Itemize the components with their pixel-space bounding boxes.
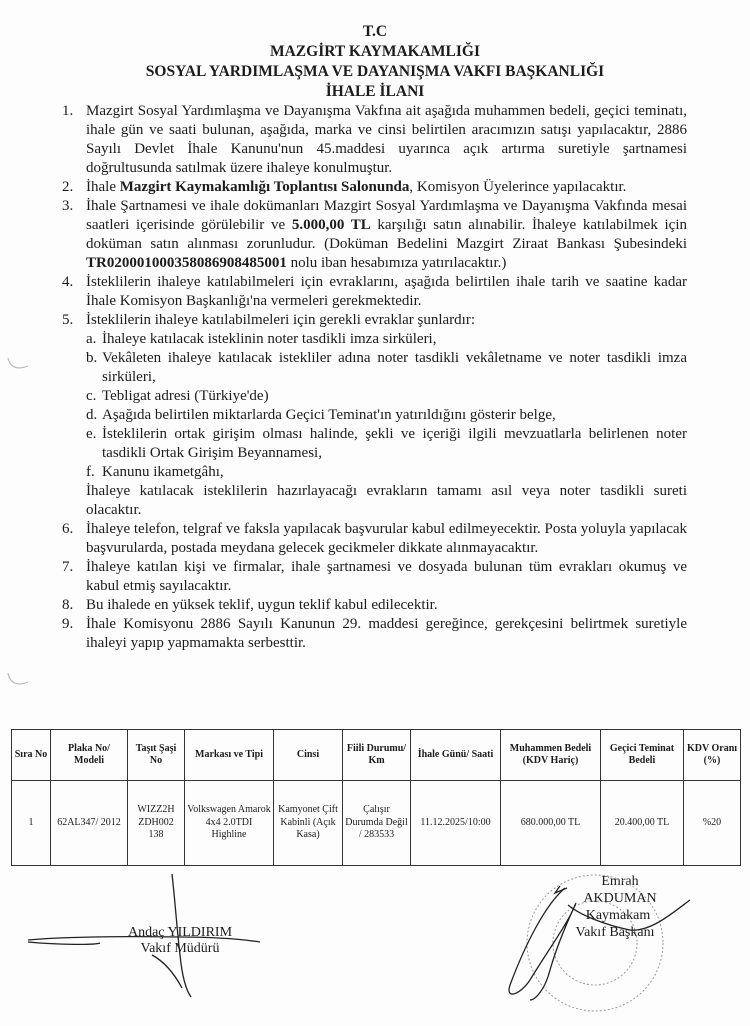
sub-item-letter: a.	[86, 331, 97, 347]
sub-item-text: Aşağıda belirtilen miktarlarda Geçici Teminat'ın yatırıldığını gösterir belge,	[102, 407, 556, 423]
signature-block-left	[100, 925, 260, 957]
text-fragment: , Komisyon Üyelerince yapılacaktır.	[409, 179, 627, 195]
sub-item-a	[62, 330, 687, 349]
col-header-cinsi: Cinsi	[274, 730, 343, 781]
item-text: İhale Komisyonu 2886 Sayılı Kanunun 29. maddesi gereğince, gerekçesini belirtmek suretiyle ihaleyi yapıp yapmamakta serbesttir.	[86, 616, 687, 651]
list-item-6	[62, 520, 687, 558]
cell-plaka: 62AL347/ 2012	[51, 781, 128, 866]
item-text: İhaleye telefon, telgraf ve faksla yapılacak başvurular kabul edilmeyecektir. Posta yoluyla yapılacak başvurularda, postada meydana gelecek gecikmeler dikkate alınmayacaktır.	[86, 521, 688, 556]
item-number: 5.	[62, 312, 74, 328]
sub-item-text: Tebligat adresi (Türkiye'de)	[102, 388, 269, 404]
sub-item-letter: e.	[86, 426, 97, 442]
sub-item-letter: b.	[86, 350, 98, 366]
document-header	[0, 22, 750, 102]
cell-fiili: Çalışır Durumda Değil / 283533	[343, 781, 411, 866]
col-header-muhammen: Muhammen Bedeli (KDV Hariç)	[501, 730, 601, 781]
sub-item-b	[62, 349, 687, 387]
list-item-2	[62, 178, 687, 197]
scan-artifact-icon	[8, 358, 28, 684]
col-header-sira: Sıra No	[12, 730, 51, 781]
list-item-4	[62, 273, 687, 311]
vehicle-table	[11, 729, 741, 866]
text-fragment: karşılığı satın alınabilir. İhaleye katılabilmek için doküman satın alınması zorunludur. (Doküman Bedelini Mazgirt Ziraat Bankası Şubesindeki	[86, 217, 687, 252]
cell-kdv: %20	[684, 781, 741, 866]
sub-item-text: İhaleye katılacak isteklinin noter tasdikli imza sirküleri,	[102, 331, 437, 347]
text-fragment: İhale	[86, 179, 120, 195]
list-item-9	[62, 615, 687, 653]
col-header-kdv: KDV Oranı (%)	[684, 730, 741, 781]
signatory-title-2: Vakıf Başkanı	[575, 925, 655, 940]
col-header-plaka: Plaka No/ Modeli	[51, 730, 128, 781]
document-title: İHALE İLANI	[325, 83, 425, 100]
col-header-sasi: Taşıt Şaşi No	[128, 730, 185, 781]
item-number: 6.	[62, 521, 74, 537]
cell-cinsi: Kamyonet Çift Kabinli (Açık Kasa)	[274, 781, 343, 866]
item-number: 8.	[62, 597, 74, 613]
document-fee: 5.000,00 TL	[291, 217, 371, 233]
item-text: Mazgirt Sosyal Yardımlaşma ve Dayanışma Vakfına ait aşağıda muhammen bedeli, geçici teminatı, ihale gün ve saati bulunan, aşağıda, marka ve cinsi belirtilen aracımızın satışı yapılacaktır, 2886 Sayılı Devlet İhale Kanunu'nun 45.maddesi uyarınca açık artırma suretiyle şartnamesi doğrultusunda satılmak üzere ihaleye konulmuştur.	[86, 103, 687, 176]
sub-item-text: İsteklilerin ortak girişim olması halinde, şekli ve içeriği ilgili mevzuatlarla belirlenen noter tasdikli Ortak Girişim Beyannamesi,	[102, 426, 687, 461]
text-fragment: nolu iban hesabımıza yatırılacaktır.)	[286, 255, 507, 271]
item-text	[86, 178, 687, 197]
item-text: Bu ihalede en yüksek teklif, uygun teklif kabul edilecektir.	[86, 597, 438, 613]
cell-muhammen: 680.000,00 TL	[501, 781, 601, 866]
item-text	[86, 197, 687, 273]
sub-item-text: Kanunu ikametgâhı,	[102, 464, 224, 480]
item-number: 2.	[62, 179, 74, 195]
item-text: İsteklilerin ihaleye katılabilmeleri için evraklarını, aşağıda belirtilen ihale tarih ve saatine kadar İhale Komisyon Başkanlığı'na vermeleri gerekmektedir.	[86, 274, 687, 309]
item-text: İhaleye katılan kişi ve firmalar, ihale şartnamesi ve dosyada bulunan tüm evrakları okumuş ve kabul etmiş sayılacaktır.	[86, 559, 687, 594]
col-header-teminat: Geçici Teminat Bedeli	[601, 730, 684, 781]
announcement-items	[62, 102, 687, 653]
list-item-3	[62, 197, 687, 273]
documents-note: İhaleye katılacak isteklilerin hazırlayacağı evrakların tamamı asıl veya noter tasdikli sureti olacaktır.	[86, 483, 687, 518]
sub-item-letter: c.	[86, 388, 97, 404]
tender-location: Mazgirt Kaymakamlığı Toplantısı Salonunda	[119, 179, 410, 195]
signatory-title: Kaymakam	[585, 908, 651, 923]
signatory-title: Vakıf Müdürü	[140, 941, 220, 956]
list-item-8	[62, 596, 687, 615]
item-number: 9.	[62, 616, 74, 632]
sub-item-c	[62, 387, 687, 406]
header-tc: T.C	[362, 23, 388, 40]
signatory-name: Andaç YILDIRIM	[127, 925, 233, 940]
sub-item-d	[62, 406, 687, 425]
item-text: İsteklilerin ihaleye katılabilmeleri için gerekli evraklar şunlardır:	[86, 312, 476, 328]
sub-item-letter: f.	[86, 464, 95, 480]
col-header-fiili: Fiili Durumu/ Km	[343, 730, 411, 781]
cell-teminat: 20.400,00 TL	[601, 781, 684, 866]
item-number: 4.	[62, 274, 74, 290]
sub-item-f	[62, 463, 687, 482]
col-header-ihale-gunu: İhale Günü/ Saati	[411, 730, 501, 781]
sub-item-letter: d.	[86, 407, 98, 423]
cell-marka: Volkswagen Amarok 4x4 2.0TDI Highline	[185, 781, 274, 866]
item-number: 7.	[62, 559, 74, 575]
table-header-row	[12, 730, 741, 781]
list-item-7	[62, 558, 687, 596]
iban-number: TR020001000358086908485001	[86, 255, 287, 271]
col-header-marka: Markası ve Tipi	[185, 730, 274, 781]
cell-ihale-gunu: 11.12.2025/10:00	[411, 781, 501, 866]
cell-sasi: WIZZ2H ZDH002 138	[128, 781, 185, 866]
table-row	[12, 781, 741, 866]
item-number: 1.	[62, 103, 74, 119]
sub-item-e	[62, 425, 687, 463]
list-item-1	[62, 102, 687, 178]
sub-item-text: Vekâleten ihaleye katılacak istekliler adına noter tasdikli vekâletname ve noter tasdikli imza sirküleri,	[102, 350, 687, 385]
header-kaymakamlik: MAZGİRT KAYMAKAMLIĞI	[269, 43, 480, 60]
text-fragment: İhale Şartnamesi ve ihale dokümanları Mazgirt Sosyal Yardımlaşma ve Dayanışma Vakfında mesai saatleri içerisinde görülebilir ve	[86, 198, 687, 233]
cell-sira: 1	[12, 781, 51, 866]
item-number: 3.	[62, 198, 74, 214]
signature-block-right	[535, 873, 675, 941]
header-vakif: SOSYAL YARDIMLAŞMA VE DAYANIŞMA VAKFI BAŞKANLIĞI	[145, 63, 605, 80]
signatory-name: Emrah AKDUMAN	[583, 874, 657, 906]
list-item-5	[62, 311, 687, 330]
